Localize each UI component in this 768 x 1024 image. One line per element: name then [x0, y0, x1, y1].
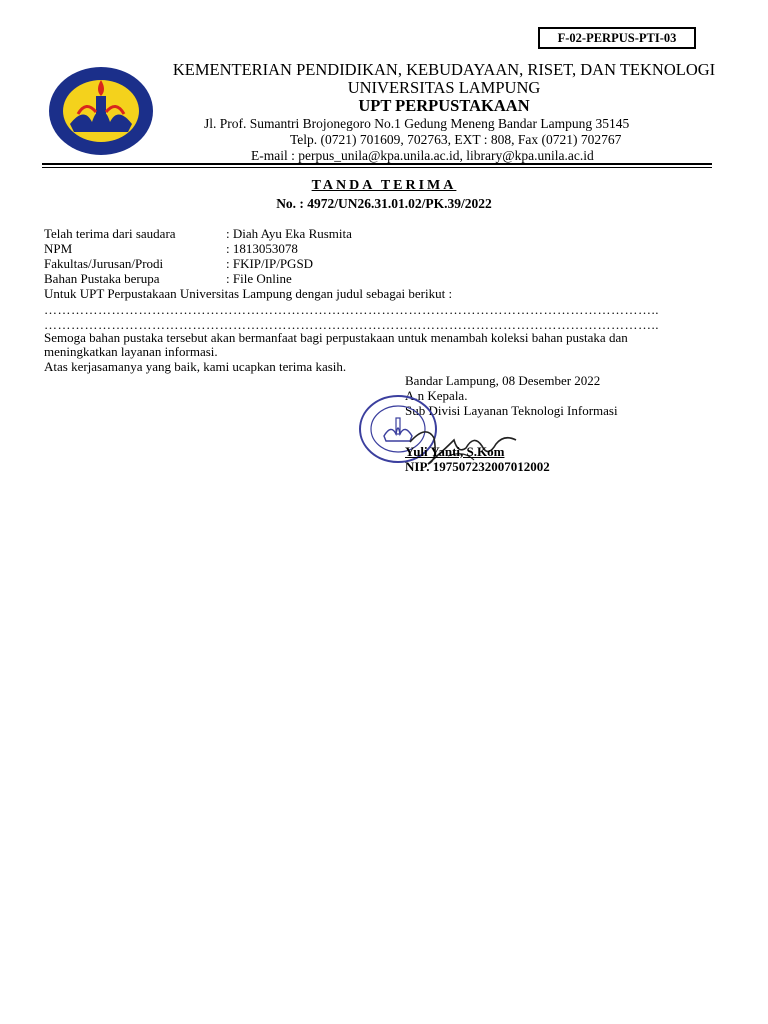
header-divider-thin [42, 167, 712, 168]
dotted-line-2: ……………………………………………………………………………………………………………………….. [44, 317, 659, 332]
email-line: E-mail : perpus_unila@kpa.unila.ac.id, library@kpa.unila.ac.id [251, 148, 594, 163]
signer-name: Yuli Yanti, S.Kom [405, 444, 505, 459]
field-label-npm: NPM [44, 241, 73, 256]
signer-nip: NIP. 197507232007012002 [405, 459, 550, 474]
signer-position: Sub Divisi Layanan Teknologi Informasi [405, 403, 618, 418]
dotted-line-1: ……………………………………………………………………………………………………………………….. [44, 302, 659, 317]
header-divider-thick [42, 163, 712, 165]
document-title-text: TANDA TERIMA [311, 178, 457, 193]
form-code: F-02-PERPUS-PTI-03 [538, 27, 696, 49]
field-label-faculty: Fakultas/Jurusan/Prodi [44, 256, 164, 271]
on-behalf: A.n Kepala. [405, 388, 468, 403]
university-heading: UNIVERSITAS LAMPUNG [347, 78, 541, 97]
phone-line: Telp. (0721) 701609, 702763, EXT : 808, Fax (0721) 702767 [290, 132, 622, 147]
field-value-material: : File Online [226, 271, 292, 286]
document-title [0, 178, 768, 194]
document-number: No. : 4972/UN26.31.01.02/PK.39/2022 [276, 196, 492, 211]
field-label-from: Telah terima dari saudara [44, 226, 176, 241]
field-value-faculty: : FKIP/IP/PGSD [226, 256, 314, 271]
university-logo [48, 66, 154, 156]
paragraph-1a: Semoga bahan pustaka tersebut akan bermanfaat bagi perpustakaan untuk menambah koleksi bahan pustaka dan [44, 330, 628, 345]
unit-heading: UPT PERPUSTAKAAN [358, 96, 530, 115]
address-line: Jl. Prof. Sumantri Brojonegoro No.1 Gedung Meneng Bandar Lampung 35145 [204, 116, 630, 131]
paragraph-1b: meningkatkan layanan informasi. [44, 344, 218, 359]
field-value-npm: : 1813053078 [226, 241, 298, 256]
paragraph-2: Atas kerjasamanya yang baik, kami ucapkan terima kasih. [44, 359, 347, 374]
ministry-heading: KEMENTERIAN PENDIDIKAN, KEBUDAYAAN, RISET, DAN TEKNOLOGI [172, 60, 716, 79]
place-date: Bandar Lampung, 08 Desember 2022 [405, 373, 601, 388]
field-label-material: Bahan Pustaka berupa [44, 271, 160, 286]
field-value-from: : Diah Ayu Eka Rusmita [226, 226, 352, 241]
title-intro: Untuk UPT Perpustakaan Universitas Lampung dengan judul sebagai berikut : [44, 286, 453, 301]
